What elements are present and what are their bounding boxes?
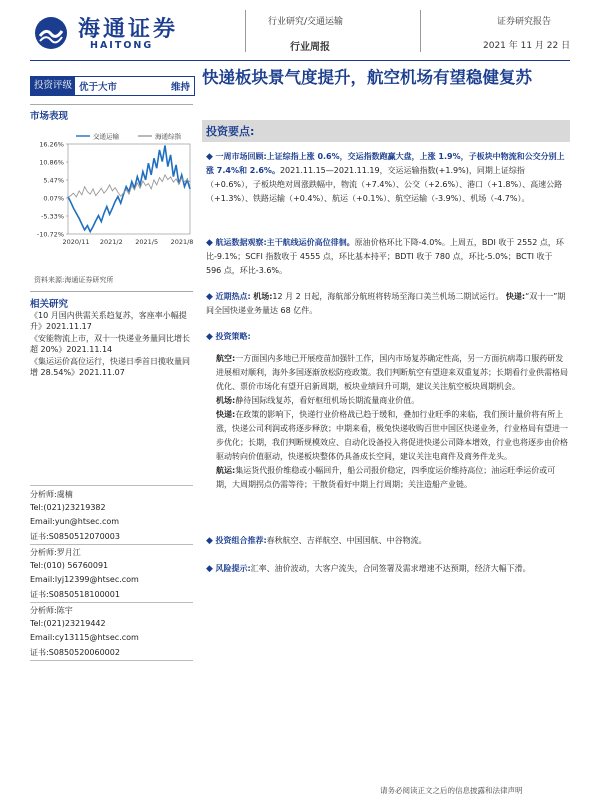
x-tick-label: 2021/8 [170, 238, 194, 246]
y-tick-label: 0.07% [43, 194, 64, 203]
divider [30, 485, 193, 486]
y-tick-label: 16.26% [39, 140, 64, 149]
related-item[interactable]: 《集运运价高位运行，快递日季首日揽收量同增 28.54%》2021.11.07 [30, 357, 190, 377]
chart-legend [76, 132, 182, 141]
y-tick-label: -10.72% [36, 230, 64, 239]
shipping-data-paragraph: ◆ 航运数据观察:主干航线运价高位徘徊。原油价格环比下降-4.0%。上周五，BDI 收于 2552 点，环比-9.1%；SCFI 指数收于 4555 点，环比基本持平；BDTI 收于 780 点，环比-5.0%；BCTI 收于 596 点，环比-3.6%。 [206, 238, 564, 275]
analyst-phone: Tel:(021)23219442 [30, 619, 106, 628]
analyst-cert: 证书:S0850518100001 [30, 590, 120, 599]
chart-lines [68, 146, 190, 232]
related-item[interactable]: 《10 月国内供需关系趋复苏，客座率小幅提升》2021.11.17 [30, 311, 187, 331]
divider [30, 660, 193, 661]
analyst-name: 分析师:罗月江 [30, 548, 81, 557]
divider [30, 544, 193, 545]
analyst-email[interactable]: Email:yun@htsec.com [30, 517, 120, 526]
chart-y-ticks [37, 141, 64, 239]
divider [30, 104, 193, 105]
bullet-icon: ◆ [206, 536, 213, 546]
series-line-transport [68, 146, 190, 232]
points-heading-bar [202, 120, 570, 142]
rating-status: 维持 [170, 82, 190, 93]
related-item[interactable]: 《安能物流上市，双十一快递业务量同比增长超 20%》2021.11.14 [30, 334, 190, 354]
x-tick-label: 2021/5 [135, 238, 159, 246]
bullet-icon: ◆ [206, 332, 213, 342]
report-date: 2021 年 11 月 22 日 [483, 41, 571, 51]
analyst-name: 分析师:陈宇 [30, 606, 73, 615]
rating-value: 优于大市 [79, 82, 118, 93]
market-heading: 市场表现 [30, 111, 69, 122]
header-divider [245, 10, 246, 52]
analyst-email[interactable]: Email:lyj12399@htsec.com [30, 575, 139, 584]
report-label: 证券研究报告 [497, 17, 552, 27]
header-divider [420, 10, 421, 52]
legend-label: 交通运输 [93, 132, 119, 141]
legend-label: 海通综指 [155, 132, 181, 141]
header-rule [30, 60, 570, 61]
logo-english-name: HAITONG [90, 40, 154, 51]
market-performance-chart [30, 126, 195, 246]
analyst-phone: Tel:(010) 56760091 [30, 561, 109, 570]
haitong-logo-icon [34, 16, 68, 50]
strategy-body: 航空:一方面国内多地已开展疫苗加强针工作，国内市场复苏确定性高，另一方面抗病毒口服药研发进展相对顺利，海外多国逐渐放松防疫政策。我们判断航空有望迎来双重复苏；长期看行业供需格局优化、票价市场化有望开启新周期，板块业绩回升可期，建议关注航空板块周期机会。 机场:静待国际线复苏，看好枢纽机场长期流量商业价值。 快递:在政策的影响下，快递行业价格战已趋于缓和，叠加行业旺季的来临，我们预计量价将有所上涨，快递公司利润或将逐步释放；中期来看，极兔快递收购百世中国区快递业务，行业格局有望进一步优化；长期，我们判断规模效应、自动化设备投入将促进快递公司降本增效，行业也将逐步由价格驱动转向价值驱动，快递板块整体仍具备成长空间，建议关注电商件及商务件龙头。 航运:集运货代报价维稳或小幅回升，船公司报价稳定，四季度运价维持高位；油运旺季运价或可期，大周期拐点仍需等待；干散货看好中期上行周期；关注造船产业链。 [216, 354, 568, 489]
series-line-index [68, 175, 190, 197]
rating-box [30, 76, 195, 96]
risk-paragraph: ◆ 风险提示:汇率、油价波动，大客户流失，合同签署及需求增速不达预期，经济大幅下滑。 [206, 564, 531, 574]
logo-chinese-name: 海通证券 [78, 16, 179, 42]
x-tick-label: 2020/11 [62, 238, 90, 246]
disclaimer-footer: 请务必阅读正文之后的信息披露和法律声明 [380, 786, 523, 795]
portfolio-paragraph: ◆ 投资组合推荐:春秋航空、吉祥航空、中国国航、中谷物流。 [206, 536, 427, 546]
y-tick-label: 10.86% [39, 158, 64, 167]
chart-source-note: 资料来源:海通证券研究所 [34, 276, 114, 284]
x-tick-label: 2021/2 [99, 238, 123, 246]
rating-label: 投资评级 [31, 77, 75, 95]
strategy-heading: ◆ 投资策略: [206, 332, 251, 342]
market-review-paragraph: ◆ 一周市场回顾:上证综指上涨 0.6%，交运指数跑赢大盘，上涨 1.9%，子板块中物流和公交分别上涨 7.4%和 2.6%。2021.11.15—2021.11.19，交运运输指数(+1.9%)，同期上证综指（+0.6%），子板块绝对周涨跌幅中，物流（+7.4%）、公交（+2.6%）、港口（+1.8%）、高速公路（+1.3%）、铁路运输（+0.4%）、航运（+0.1%）、航空运输（-3.9%）、机场（-4.7%）。 [206, 152, 565, 203]
y-tick-label: -5.33% [41, 212, 64, 221]
analyst-cert: 证书:S0850512070003 [30, 532, 120, 541]
investment-points-heading: 投资要点: [206, 125, 255, 138]
analyst-email[interactable]: Email:cy13115@htsec.com [30, 633, 139, 642]
report-type: 行业周报 [290, 42, 330, 53]
bullet-icon: ◆ [206, 152, 213, 162]
bullet-icon: ◆ [206, 238, 213, 248]
divider [30, 602, 193, 603]
report-category: 行业研究/交通运输 [268, 17, 344, 27]
analyst-cert: 证书:S0850520060002 [30, 648, 120, 657]
related-research-heading: 相关研究 [30, 299, 69, 310]
report-title: 快递板块景气度提升，航空机场有望稳健复苏 [202, 68, 532, 87]
chart-x-ticks [62, 238, 193, 246]
analyst-phone: Tel:(021)23219382 [30, 503, 106, 512]
analyst-name: 分析师:虞楠 [30, 490, 73, 499]
bullet-icon: ◆ [206, 292, 213, 302]
bullet-icon: ◆ [206, 564, 213, 574]
hot-topics-paragraph: ◆ 近期热点: 机场:12 月 2 日起，海航部分航班将转场至海口美兰机场二期试运行。 快递:“双十一”期间全国快递业务量达 68 亿件。 [206, 292, 566, 315]
divider [30, 291, 193, 292]
y-tick-label: 5.47% [43, 176, 64, 185]
